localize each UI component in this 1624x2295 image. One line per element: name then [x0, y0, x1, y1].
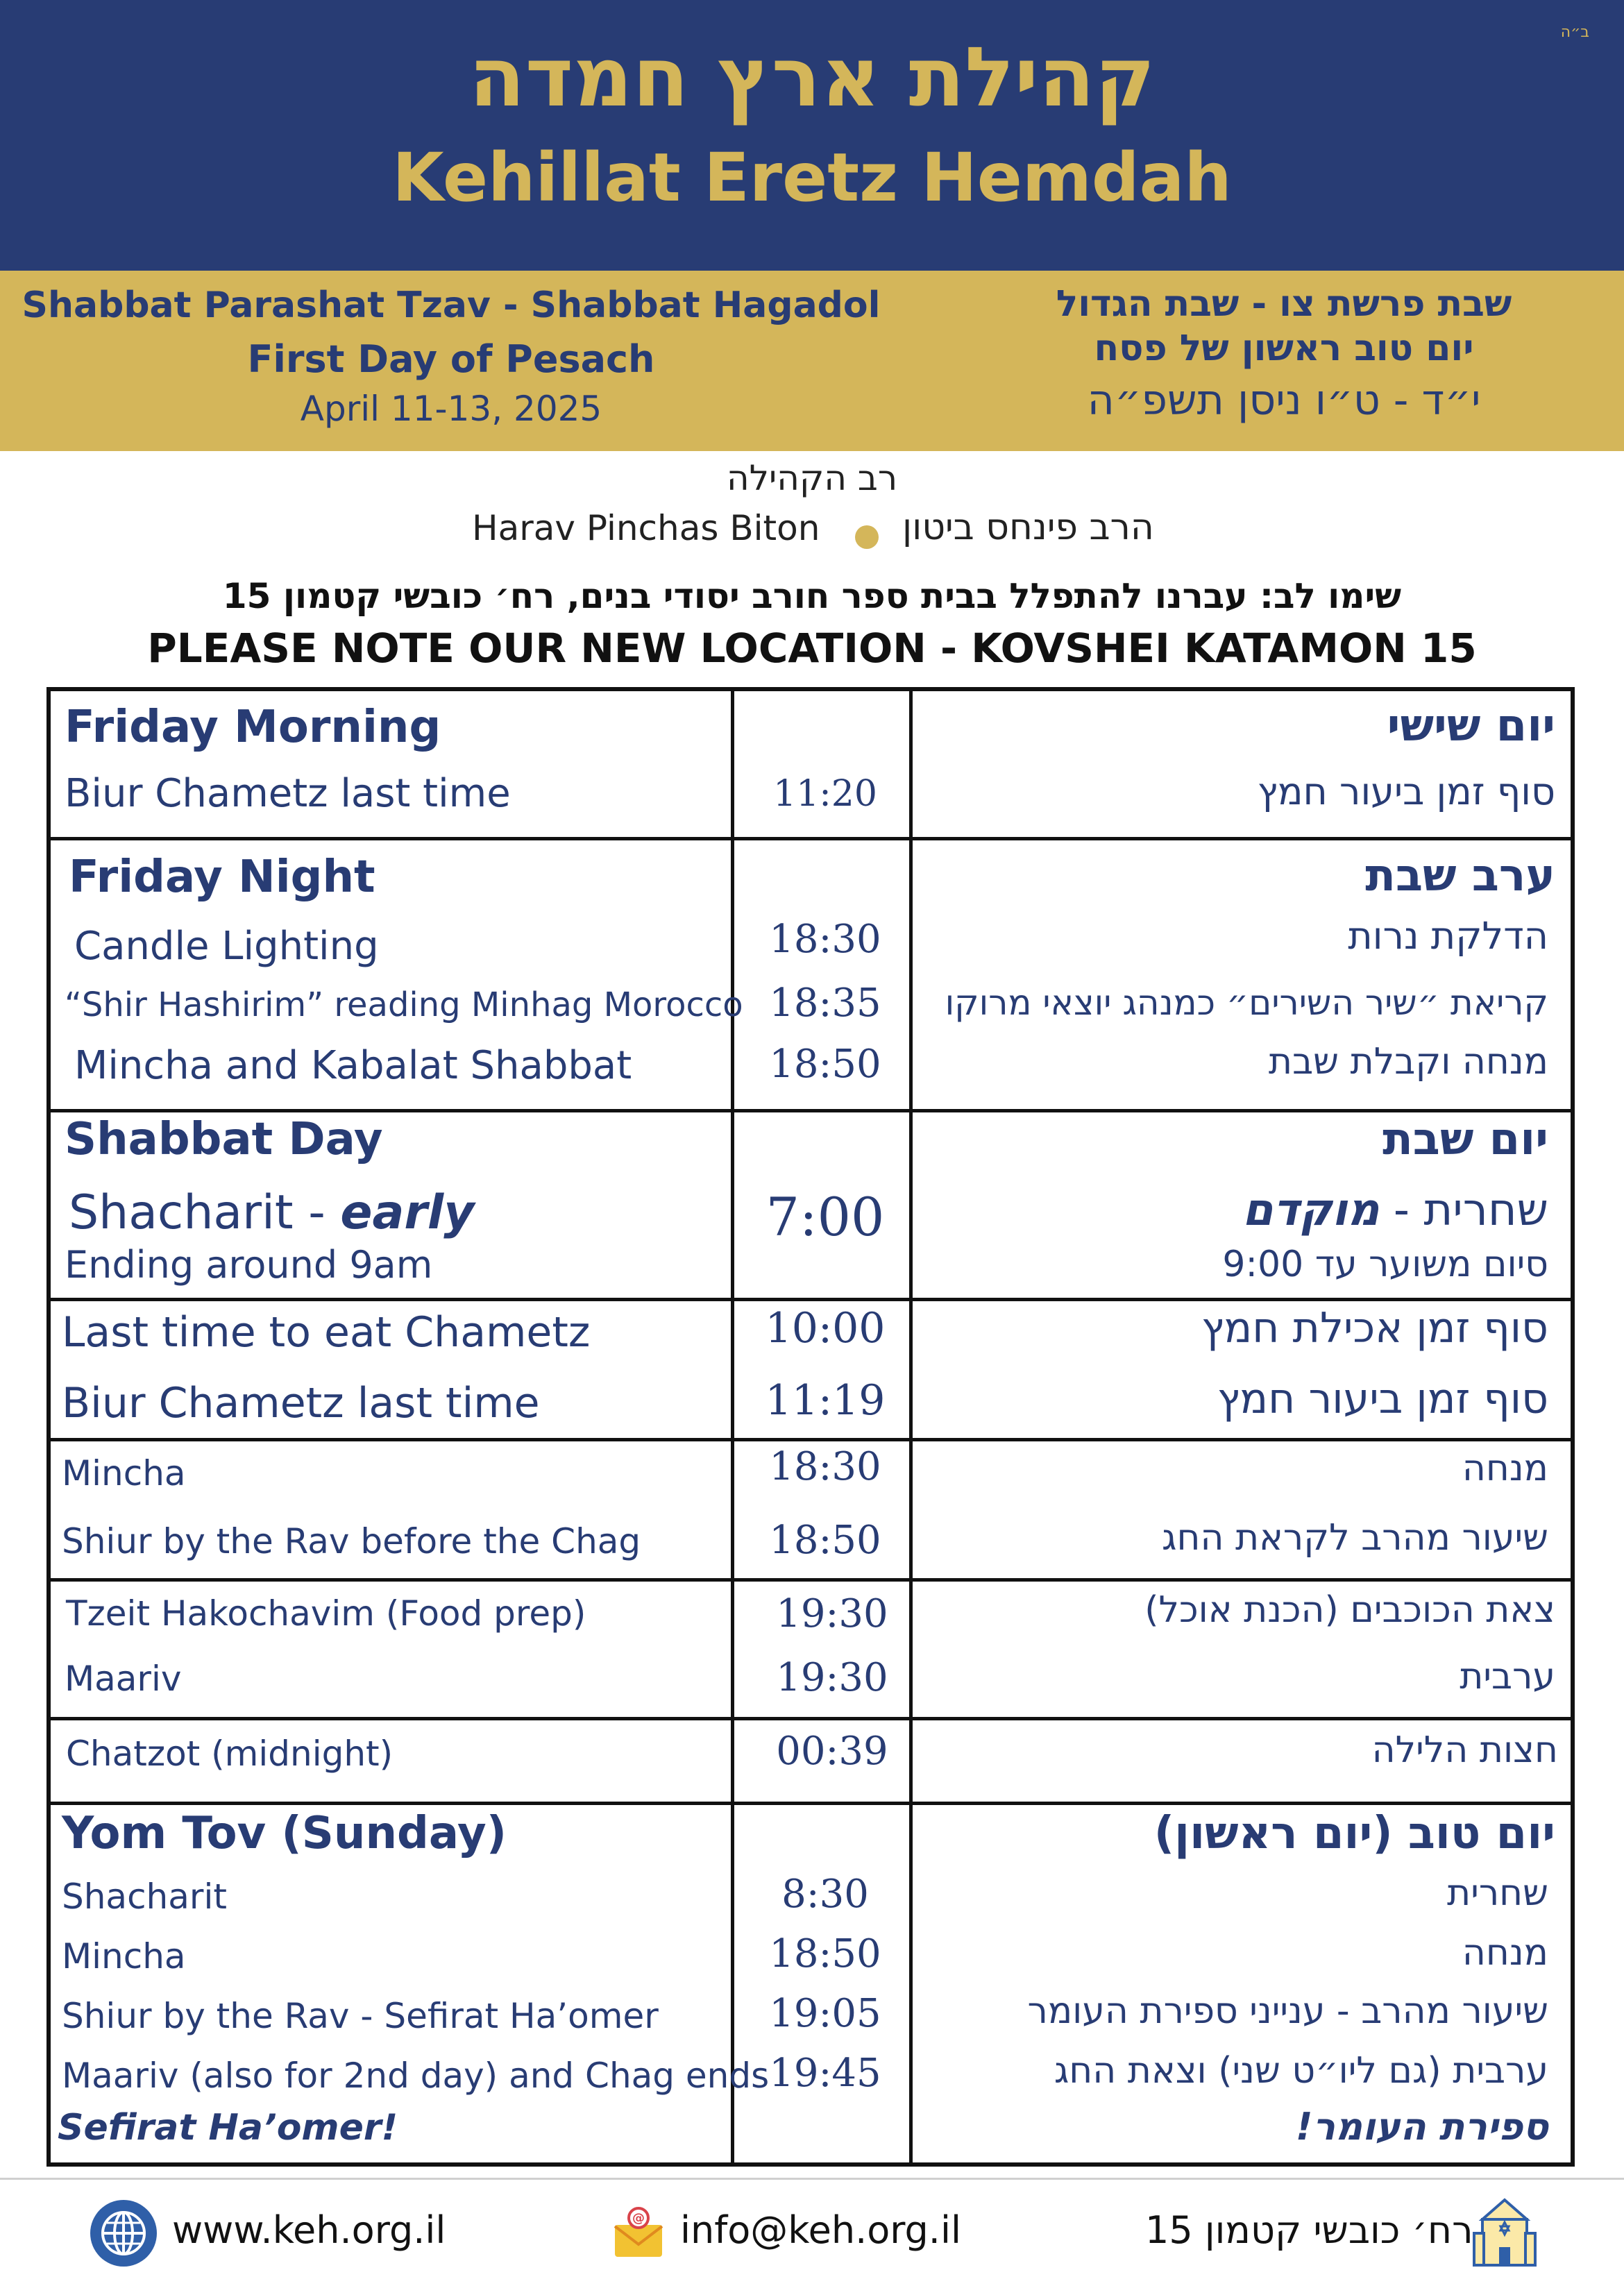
mincha-kabalat-time: 18:50: [769, 1042, 881, 1087]
svg-text:@: @: [632, 2211, 645, 2226]
section-title-he: יום טוב (יום ראשון): [1153, 1808, 1555, 1859]
yt-shiur-he: שיעור מהרב - ענייני ספירת העומר: [1027, 1990, 1548, 2032]
ending-around-he: סיום משוער עד 9:00: [1222, 1244, 1548, 1285]
yt-shacharit-label: Shacharit: [62, 1877, 227, 1917]
eat-chametz-he: סוף זמן אכילת חמץ: [1201, 1304, 1548, 1353]
biur-chametz-label: Biur Chametz last time: [62, 1379, 540, 1428]
yt-maariv-he: ערבית (גם ליו״ט שני) וצאת החג: [1054, 2050, 1548, 2092]
banner-en-line1: Shabbat Parashat Tzav - Shabbat Hagadol: [22, 285, 881, 326]
mincha-label: Mincha: [62, 1453, 186, 1493]
early-text: early: [340, 1185, 475, 1240]
section-title-en: Friday Morning: [65, 702, 441, 753]
shacharit-he-text: שחרית -: [1379, 1185, 1548, 1236]
shir-hashirim-label: “Shir Hashirim” reading Minhag Morocco: [65, 985, 743, 1024]
mincha-kabalat-label: Mincha and Kabalat Shabbat: [74, 1043, 632, 1088]
bullet-dot: [855, 525, 879, 549]
shiur-chag-time: 18:50: [769, 1518, 881, 1563]
footer-divider: [0, 2178, 1624, 2180]
eat-chametz-label: Last time to eat Chametz: [62, 1308, 591, 1357]
column-divider: [731, 691, 734, 2162]
yt-mincha-he: מנחה: [1462, 1932, 1548, 1974]
rabbi-name-en: Harav Pinchas Biton: [472, 508, 820, 548]
globe-icon: [90, 2200, 157, 2267]
chatzot-time: 00:39: [776, 1729, 888, 1774]
row-divider: [51, 1802, 1571, 1805]
section-title-en: Yom Tov (Sunday): [62, 1808, 507, 1859]
shacharit-text: Shacharit -: [69, 1185, 341, 1240]
mukdam-text: מוקדם: [1242, 1185, 1380, 1236]
row-divider: [51, 837, 1571, 840]
section-title-he: יום שישי: [1387, 700, 1555, 752]
biur-chametz-time: 11:20: [773, 773, 877, 815]
location-notice-en: PLEASE NOTE OUR NEW LOCATION - KOVSHEI KATAMON 15: [147, 625, 1477, 672]
yt-shiur-label: Shiur by the Rav - Sefirat Ha’omer: [62, 1996, 659, 2036]
maariv-time: 19:30: [776, 1655, 888, 1700]
tzeit-time: 19:30: [776, 1591, 888, 1636]
email-icon: [611, 2205, 666, 2261]
yt-mincha-label: Mincha: [62, 1936, 186, 1976]
row-divider: [51, 1109, 1571, 1112]
synagogue-icon: [1470, 2192, 1539, 2268]
chatzot-he: חצות הלילה: [1371, 1729, 1558, 1771]
shiur-chag-he: שיעור מהרב לקראת החג: [1162, 1517, 1548, 1559]
mincha-time: 18:30: [769, 1444, 881, 1489]
bh-mark: ב״ה: [1560, 24, 1589, 41]
chatzot-label: Chatzot (midnight): [66, 1734, 394, 1774]
maariv-he: ערבית: [1460, 1656, 1555, 1697]
biur-chametz-label: Biur Chametz last time: [65, 771, 511, 816]
eat-chametz-time: 10:00: [765, 1304, 886, 1353]
sefirat-haomer-he: ספירת העומר!: [1295, 2105, 1548, 2149]
mincha-kabalat-he: מנחה וקבלת שבת: [1268, 1041, 1548, 1083]
email-link[interactable]: info@keh.org.il: [680, 2208, 961, 2252]
maariv-label: Maariv: [65, 1659, 182, 1699]
shabbat-banner: [0, 271, 1624, 451]
tzeit-he: צאת הכוכבים (הכנת אוכל): [1144, 1589, 1555, 1631]
biur-chametz-he: סוף זמן ביעור חמץ: [1257, 770, 1555, 813]
yt-shacharit-he: שחרית: [1447, 1872, 1548, 1914]
biur-chametz-he: סוף זמן ביעור חמץ: [1217, 1375, 1548, 1423]
banner-he-date: י״ד - ט״ו ניסן תשפ״ה: [1087, 376, 1481, 425]
shacharit-early-label: [69, 1185, 475, 1240]
section-title-en: Shabbat Day: [65, 1114, 383, 1165]
ending-around-label: Ending around 9am: [65, 1243, 433, 1287]
rabbi-title: רב הקהילה: [726, 458, 898, 498]
shacharit-time: 7:00: [766, 1186, 885, 1248]
banner-he-line1: שבת פרשת צו - שבת הגדול: [1056, 283, 1512, 325]
candle-lighting-time: 18:30: [769, 917, 881, 962]
row-divider: [51, 1438, 1571, 1441]
biur-chametz-time: 11:19: [765, 1376, 886, 1425]
tzeit-label: Tzeit Hakochavim (Food prep): [66, 1593, 586, 1634]
mincha-he: מנחה: [1462, 1448, 1548, 1489]
section-title-he: ערב שבת: [1365, 850, 1555, 901]
banner-he-line2: יום טוב ראשון של פסח: [1094, 328, 1474, 369]
candle-lighting-label: Candle Lighting: [74, 924, 379, 969]
schedule-table: [46, 687, 1575, 2167]
sefirat-haomer-label: Sefirat Ha’omer!: [58, 2107, 398, 2149]
row-divider: [51, 1298, 1571, 1301]
title-hebrew: קהילת ארץ חמדה: [468, 29, 1156, 125]
shir-hashirim-time: 18:35: [769, 981, 881, 1026]
shacharit-he: [1242, 1185, 1548, 1236]
row-divider: [51, 1717, 1571, 1720]
section-title-he: יום שבת: [1382, 1114, 1548, 1165]
candle-lighting-he: הדלקת נרות: [1348, 914, 1548, 958]
yt-mincha-time: 18:50: [769, 1931, 881, 1976]
header-banner: [0, 0, 1624, 271]
row-divider: [51, 1578, 1571, 1582]
yt-maariv-label: Maariv (also for 2nd day) and Chag ends: [62, 2056, 770, 2096]
address-text: רח׳ כובשי קטמון 15: [1145, 2208, 1473, 2252]
yt-shacharit-time: 8:30: [781, 1872, 869, 1917]
location-notice-he: שימו לב: עברנו להתפלל בבית ספר חורב יסודי בנים, רח׳ כובשי קטמון 15: [222, 576, 1402, 616]
yt-maariv-time: 19:45: [769, 2051, 881, 2096]
rabbi-name-he: הרב פינחס ביטון: [902, 507, 1154, 548]
banner-en-date: April 11-13, 2025: [300, 389, 602, 429]
banner-en-line2: First Day of Pesach: [247, 337, 655, 381]
website-link[interactable]: www.keh.org.il: [172, 2208, 446, 2252]
section-title-en: Friday Night: [69, 852, 375, 903]
shiur-chag-label: Shiur by the Rav before the Chag: [62, 1521, 641, 1561]
yt-shiur-time: 19:05: [769, 1991, 881, 2036]
shir-hashirim-he: קריאת ״שיר השירים״ כמנהג יוצאי מרוקו: [945, 983, 1548, 1023]
title-english: Kehillat Eretz Hemdah: [392, 139, 1232, 217]
